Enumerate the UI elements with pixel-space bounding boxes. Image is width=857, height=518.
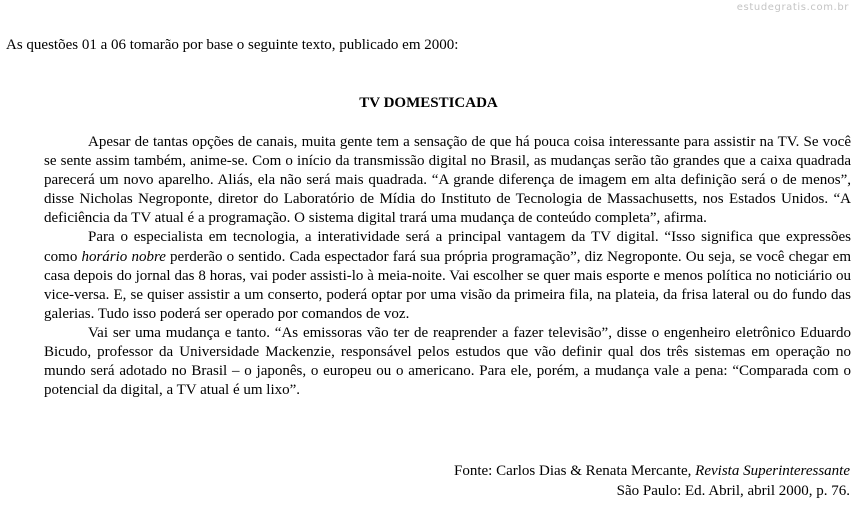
paragraph-2 bbox=[44, 228, 851, 323]
source-line-1 bbox=[454, 461, 850, 481]
paragraph-2-after: perderão o sentido. Cada espectador fará sua própria programação”, diz Negroponte. Ou seja, se você chegar em casa depois do jornal das 8 horas, vai poder assisti-lo à meia-noite. Vai escolher se quer mais esporte e menos política no noticiário ou vice-versa. E, se quiser assistir a um conserto, poderá optar por uma visão da primeira fila, na plateia, da frisa lateral ou do fundo das galerias. Tudo isso poderá ser operado por comandos de voz. bbox=[44, 248, 852, 322]
watermark: estudegratis.com.br bbox=[736, 2, 849, 13]
source-citation bbox=[454, 461, 850, 501]
article-body bbox=[44, 133, 851, 400]
intro-text: As questões 01 a 06 tomarão por base o seguinte texto, publicado em 2000: bbox=[6, 37, 459, 53]
paragraph-1: Apesar de tantas opções de canais, muita gente tem a sensação de que há pouca coisa interessante para assistir na TV. Se você se sente assim também, anime-se. Com o início da transmissão digital no Brasil, as mudanças serão tão grandes que a caixa quadrada parecerá um novo aparelho. Aliás, ela não será mais quadrada. “A grande diferença de imagem em alta definição será o de menos”, disse Nicholas Negroponte, diretor do Laboratório de Mídia do Instituto de Tecnologia de Massachusetts, nos Estados Unidos. “A deficiência da TV atual é a programação. O sistema digital trará uma mudança de conteúdo completa”, afirma. bbox=[44, 134, 851, 227]
source-prefix: Fonte: Carlos Dias & Renata Mercante, bbox=[453, 463, 696, 479]
paragraph-2-italic: horário nobre bbox=[81, 248, 166, 265]
paragraph-3: Vai ser uma mudança e tanto. “As emissoras vão ter de reaprender a fazer televisão”, disse o engenheiro eletrônico Eduardo Bicudo, professor da Universidade Mackenzie, responsável pelos estudos que vão definir qual dos três sistemas em operação no mundo será adotado no Brasil – o japonês, o europeu ou o americano. Para ele, porém, a mudança vale a pena: “Comparada com o potencial da digital, a TV atual é um lixo”. bbox=[44, 324, 851, 399]
article-title: TV DOMESTICADA bbox=[359, 95, 498, 111]
source-line-2: São Paulo: Ed. Abril, abril 2000, p. 76. bbox=[616, 483, 850, 499]
source-publication: Revista Superinteressante bbox=[695, 463, 850, 479]
paragraph-2-before: Para o especialista em tecnologia, a interatividade será a principal vantagem da TV digital. “Isso significa que expressões como bbox=[44, 229, 851, 265]
